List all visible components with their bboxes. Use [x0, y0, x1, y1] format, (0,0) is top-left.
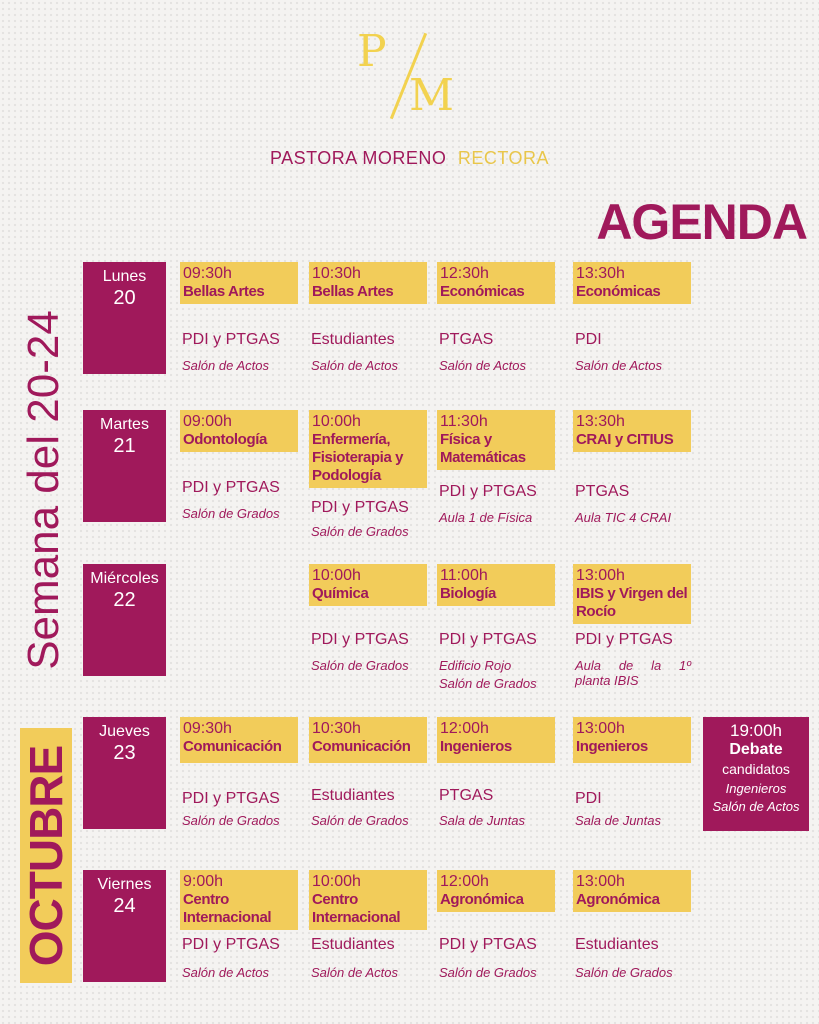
event-audience: PDI y PTGAS: [182, 331, 280, 348]
day-block-jueves: [83, 717, 166, 829]
day-block-viernes: [83, 870, 166, 982]
event-location: Salón de Grados: [311, 813, 409, 828]
event-time: 09:00h: [183, 413, 232, 430]
event-audience: PTGAS: [439, 787, 494, 804]
debate-box: [703, 717, 809, 831]
debate-room: Salón de Actos: [712, 799, 800, 814]
event-faculty: Física y Matemáticas: [440, 431, 526, 466]
event-audience: Estudiantes: [311, 331, 395, 348]
month-label-text: OCTUBRE: [20, 745, 72, 966]
event-time: 12:30h: [440, 265, 489, 282]
day-name: Jueves: [99, 723, 150, 740]
event-faculty: Económicas: [576, 283, 661, 300]
event-faculty: Agronómica: [576, 891, 660, 908]
event-faculty: Comunicación: [183, 738, 282, 755]
event-faculty: Bellas Artes: [183, 283, 265, 300]
event-audience: PDI y PTGAS: [182, 790, 280, 807]
event-location: Sala de Juntas: [575, 813, 662, 828]
event-lunes-2: [309, 262, 427, 373]
event-faculty: Comunicación: [312, 738, 411, 755]
event-faculty: Ingenieros: [440, 738, 512, 755]
event-location: Salón de Grados: [439, 965, 537, 980]
event-time: 12:00h: [440, 720, 489, 737]
event-location: Salón de Grados: [182, 506, 280, 521]
event-faculty: Económicas: [440, 283, 525, 300]
event-audience: PDI y PTGAS: [182, 936, 280, 953]
event-time: 11:30h: [440, 413, 488, 430]
event-time: 13:00h: [576, 873, 625, 890]
event-location: Salón de Actos: [311, 965, 398, 980]
event-lunes-3: [437, 262, 555, 373]
week-label-text: Semana del 20-24: [19, 309, 68, 670]
day-number: 23: [113, 742, 136, 764]
day-name: Viernes: [97, 876, 152, 893]
debate-time: 19:00h: [730, 721, 782, 740]
logo-letter-m: M: [409, 70, 455, 121]
event-faculty: Bellas Artes: [312, 283, 394, 300]
event-time: 10:00h: [312, 413, 361, 430]
event-location: Salón de Grados: [311, 524, 409, 539]
event-audience: PTGAS: [439, 331, 494, 348]
event-time: 10:00h: [312, 873, 361, 890]
debate-place: Ingenieros: [725, 781, 787, 796]
event-viernes-3: [437, 870, 555, 980]
day-name: Martes: [100, 416, 149, 433]
event-time: 13:00h: [576, 720, 625, 737]
event-time: 10:00h: [312, 567, 361, 584]
event-martes-1: [180, 410, 298, 521]
event-audience: PDI y PTGAS: [311, 499, 409, 516]
day-number: 22: [113, 589, 136, 611]
brand-role: RECTORA: [457, 148, 550, 168]
event-audience: PDI y PTGAS: [439, 483, 537, 500]
event-audience: Estudiantes: [311, 936, 395, 953]
event-faculty: Odontología: [183, 431, 267, 448]
day-number: 20: [113, 287, 136, 309]
day-number: 21: [113, 435, 136, 457]
event-faculty: Biología: [440, 585, 496, 602]
event-audience: PDI: [575, 331, 602, 348]
event-location-line2: Salón de Grados: [439, 676, 537, 691]
brand-line: [0, 148, 819, 169]
day-name: Lunes: [102, 268, 147, 285]
event-viernes-1: [180, 870, 298, 980]
event-viernes-2: [309, 870, 427, 980]
event-time: 09:30h: [183, 265, 232, 282]
brand-name: PASTORA MORENO: [269, 148, 447, 168]
event-audience: PDI y PTGAS: [439, 936, 537, 953]
logo: [355, 26, 465, 122]
event-audience: PDI y PTGAS: [311, 631, 409, 648]
event-audience: Estudiantes: [575, 936, 659, 953]
week-label: [20, 262, 68, 717]
event-miercoles-2: [437, 564, 555, 691]
day-block-martes: [83, 410, 166, 522]
event-location: Aula 1 de Física: [439, 510, 533, 525]
event-miercoles-3: [573, 564, 691, 688]
event-audience: PDI y PTGAS: [439, 631, 537, 648]
event-faculty: IBIS y Virgen del Rocío: [576, 585, 688, 620]
day-name: Miércoles: [90, 570, 159, 587]
event-audience: PDI: [575, 790, 602, 807]
event-location: Salón de Actos: [575, 358, 662, 373]
month-label: [20, 728, 72, 983]
event-jueves-2: [309, 717, 427, 828]
event-location: Salón de Grados: [575, 965, 673, 980]
day-number: 24: [113, 895, 136, 917]
event-audience: Estudiantes: [311, 787, 395, 804]
event-faculty: Química: [312, 585, 369, 602]
event-jueves-4: [573, 717, 691, 828]
event-faculty: Enfermería, Fisioterapia y Podología: [312, 431, 404, 484]
event-audience: PDI y PTGAS: [575, 631, 673, 648]
event-location: Edificio Rojo: [439, 658, 512, 673]
debate-title: Debate: [729, 741, 783, 758]
event-faculty: Ingenieros: [576, 738, 648, 755]
event-location: Aula de la 1º: [575, 658, 691, 673]
event-location: Salón de Actos: [311, 358, 398, 373]
event-martes-4: [573, 410, 691, 525]
event-faculty: Centro Internacional: [183, 891, 272, 926]
event-audience: PTGAS: [575, 483, 630, 500]
event-faculty: Centro Internacional: [312, 891, 401, 926]
event-viernes-4: [573, 870, 691, 980]
event-time: 13:00h: [576, 567, 625, 584]
event-time: 12:00h: [440, 873, 489, 890]
event-time: 9:00h: [183, 873, 224, 890]
event-lunes-4: [573, 262, 691, 373]
event-martes-3: [437, 410, 555, 525]
agenda-title: AGENDA: [596, 194, 807, 250]
event-location: Salón de Grados: [311, 658, 409, 673]
event-location-line2: planta IBIS: [575, 673, 639, 688]
event-location: Salón de Actos: [182, 965, 269, 980]
event-lunes-1: [180, 262, 298, 373]
event-faculty: CRAI y CITIUS: [576, 431, 674, 448]
event-time: 09:30h: [183, 720, 232, 737]
event-time: 11:00h: [440, 567, 488, 584]
day-block-lunes: [83, 262, 166, 374]
event-time: 13:30h: [576, 265, 625, 282]
event-time: 13:30h: [576, 413, 625, 430]
event-faculty: Agronómica: [440, 891, 524, 908]
event-location: Salón de Grados: [182, 813, 280, 828]
event-jueves-1: [180, 717, 298, 828]
event-location: Salón de Actos: [182, 358, 269, 373]
event-time: 10:30h: [312, 720, 361, 737]
debate-subtitle: candidatos: [722, 761, 790, 777]
event-time: 10:30h: [312, 265, 361, 282]
event-location: Sala de Juntas: [439, 813, 526, 828]
event-miercoles-1: [309, 564, 427, 673]
event-audience: PDI y PTGAS: [182, 479, 280, 496]
event-location: Aula TIC 4 CRAI: [575, 510, 672, 525]
event-location: Salón de Actos: [439, 358, 526, 373]
logo-letter-p: P: [357, 26, 387, 77]
event-martes-2: [309, 410, 427, 539]
day-block-miercoles: [83, 564, 166, 676]
event-jueves-3: [437, 717, 555, 828]
